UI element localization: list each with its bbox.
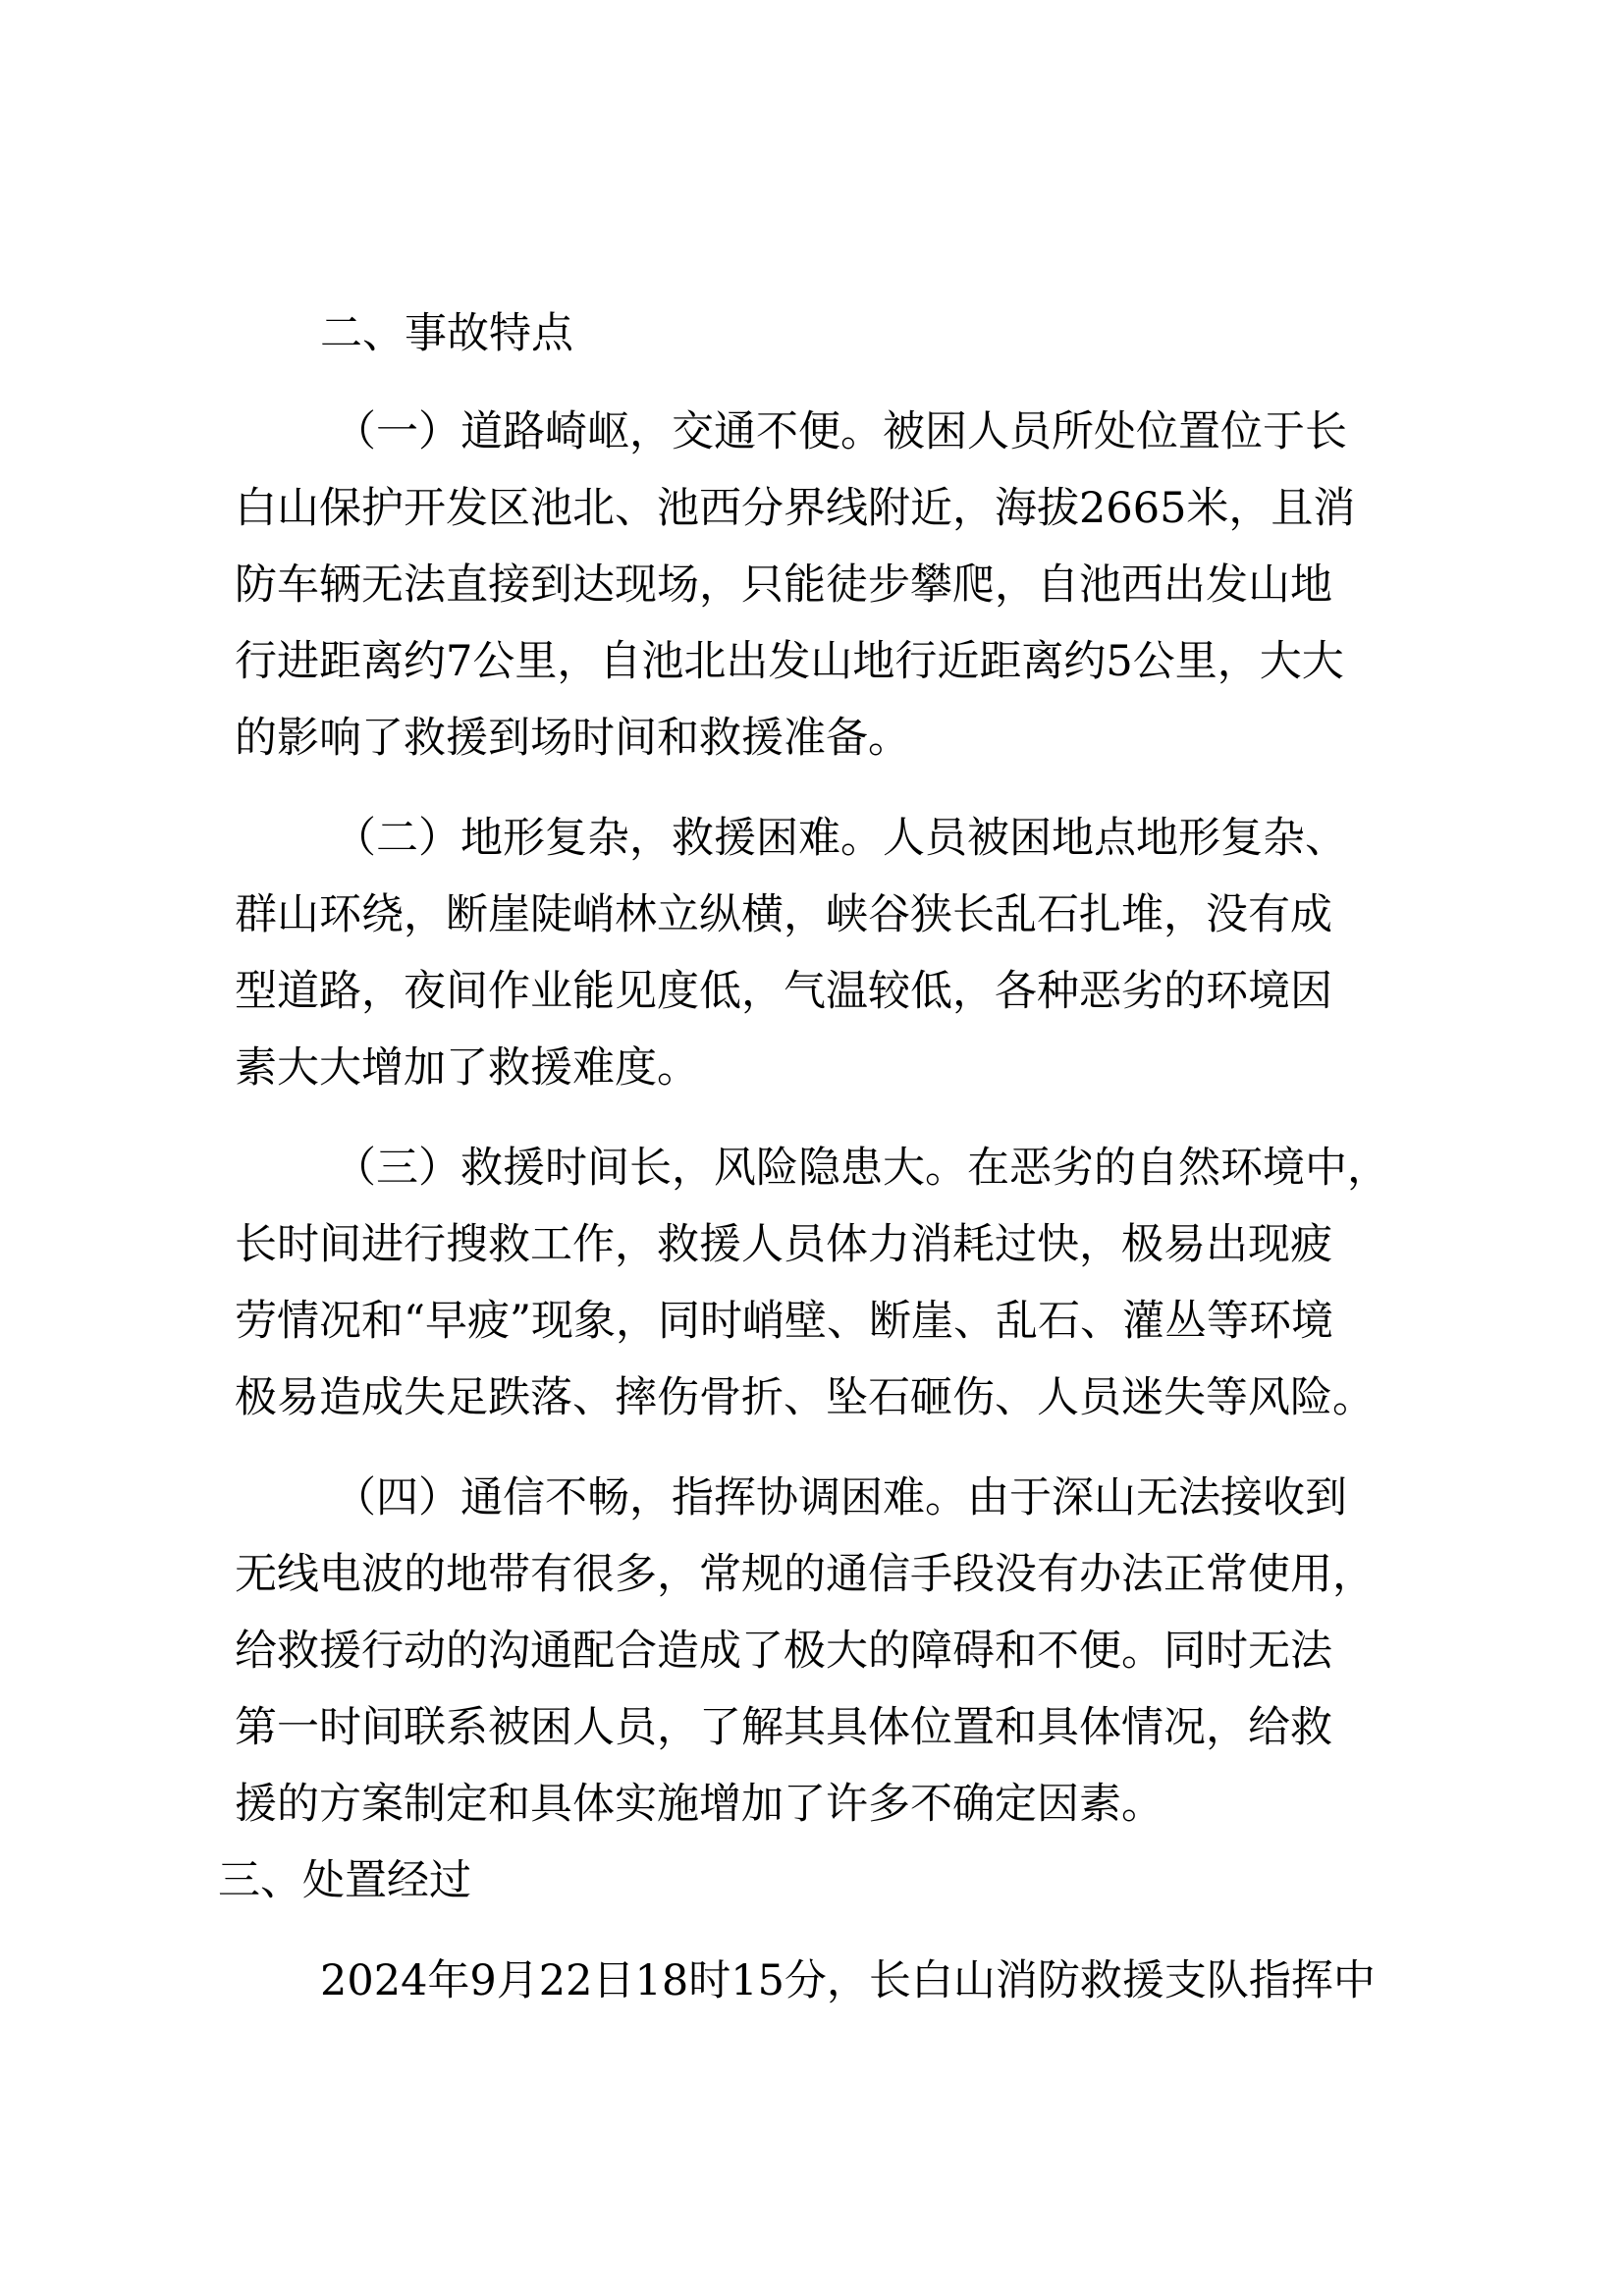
paragraph-line: （一）道路崎岖，交通不便。被困人员所处位置位于长 [334, 407, 1347, 456]
paragraph-line: 的影响了救援到场时间和救援准备。 [235, 714, 910, 763]
section-heading-accident-features: 二、事故特点 [320, 309, 573, 358]
paragraph-line: 行进距离约7公里，自池北出发山地行近距离约5公里，大大 [235, 637, 1344, 686]
paragraph-line: 极易造成失足跌落、摔伤骨折、坠石砸伤、人员迷失等风险。 [235, 1373, 1375, 1422]
paragraph-line: 第一时间联系被困人员，了解其具体位置和具体情况，给救 [235, 1703, 1332, 1752]
paragraph-line: 给救援行动的沟通配合造成了极大的障碍和不便。同时无法 [235, 1627, 1332, 1676]
paragraph-line: 型道路，夜间作业能见度低，气温较低，各种恶劣的环境因 [235, 967, 1332, 1016]
paragraph-line: 素大大增加了救援难度。 [235, 1043, 699, 1093]
section-heading-handling-process: 三、处置经过 [218, 1856, 471, 1905]
paragraph-line: （三）救援时间长，风险隐患大。在恶劣的自然环境中， [334, 1144, 1389, 1193]
paragraph-line: 白山保护开发区池北、池西分界线附近，海拔2665米，且消 [235, 484, 1356, 533]
paragraph-line: 长时间进行搜救工作，救援人员体力消耗过快，极易出现疲 [235, 1220, 1332, 1269]
paragraph-line: 劳情况和“早疲”现象，同时峭壁、断崖、乱石、灌丛等环境 [235, 1297, 1333, 1346]
paragraph-line: （二）地形复杂，救援困难。人员被困地点地形复杂、 [334, 814, 1347, 863]
paragraph-line: 防车辆无法直接到达现场，只能徒步攀爬，自池西出发山地 [235, 561, 1332, 610]
paragraph-line: 2024年9月22日18时15分，长白山消防救援支队指挥中 [320, 1956, 1376, 2005]
paragraph-line: 群山环绕，断崖陡峭林立纵横，峡谷狭长乱石扎堆，没有成 [235, 890, 1332, 939]
paragraph-line: 无线电波的地带有很多，常规的通信手段没有办法正常使用， [235, 1550, 1375, 1599]
paragraph-line: （四）通信不畅，指挥协调困难。由于深山无法接收到 [334, 1473, 1347, 1522]
paragraph-line: 援的方案制定和具体实施增加了许多不确定因素。 [235, 1780, 1163, 1829]
